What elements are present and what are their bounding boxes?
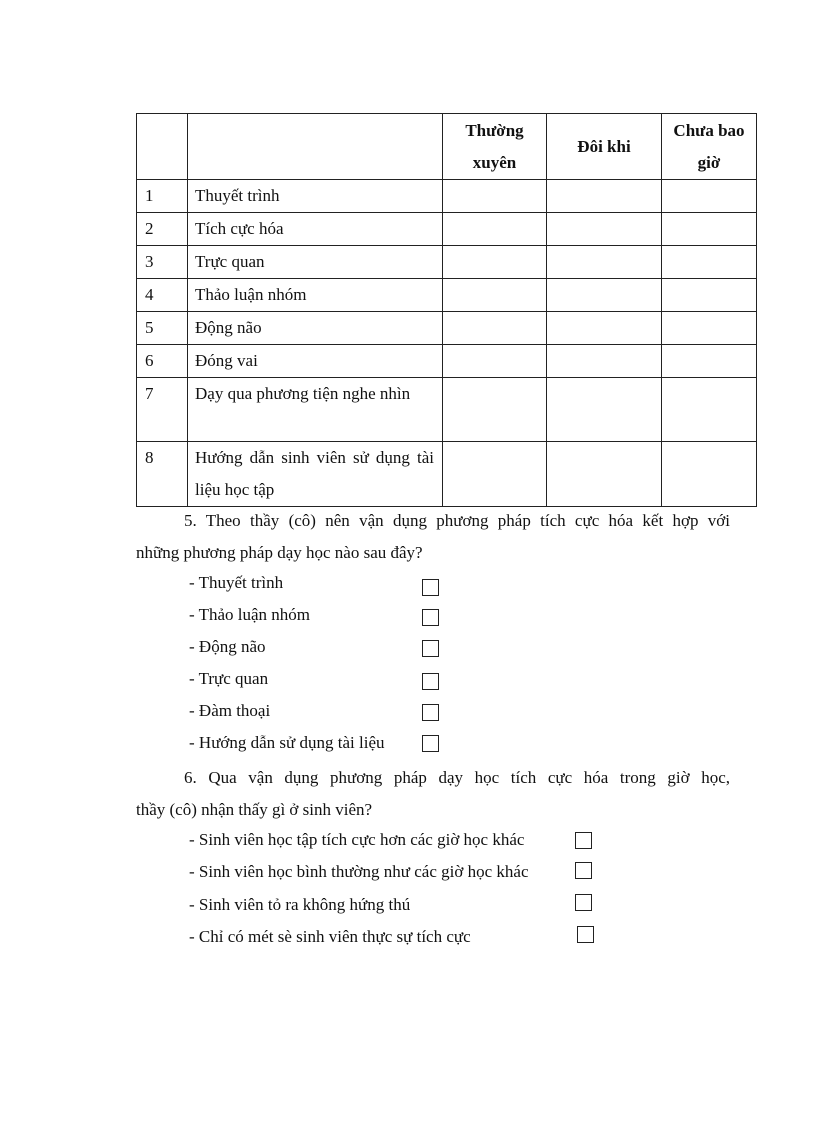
q5-option-checkbox[interactable]: [422, 609, 439, 626]
header-number: [137, 114, 188, 180]
q6-option-checkbox[interactable]: [575, 862, 592, 879]
row-method: Dạy qua phương tiện nghe nhìn: [188, 378, 443, 442]
cell-regularly: [443, 180, 547, 213]
q5-option-checkbox[interactable]: [422, 735, 439, 752]
cell-never: [662, 312, 757, 345]
cell-regularly: [443, 279, 547, 312]
cell-regularly: [443, 213, 547, 246]
header-never: Chưa bao giờ: [662, 114, 757, 180]
q6-option-label: - Sinh viên học bình thường như các giờ học khác: [189, 862, 529, 881]
table-header-row: [137, 114, 757, 180]
q5-option-label: - Đàm thoại: [189, 701, 271, 720]
table-row: [137, 345, 757, 378]
cell-regularly: [443, 442, 547, 507]
cell-regularly: [443, 246, 547, 279]
header-regularly: Thường xuyên: [443, 114, 547, 180]
row-number: 4: [137, 279, 188, 312]
cell-regularly: [443, 312, 547, 345]
q5-option-checkbox[interactable]: [422, 704, 439, 721]
header-sometimes: Đôi khi: [547, 114, 662, 180]
row-number: 8: [137, 442, 188, 507]
q6-option-label: - Sinh viên học tập tích cực hơn các giờ học khác: [189, 830, 525, 849]
cell-sometimes: [547, 246, 662, 279]
question-6-line-1: 6. Qua vận dụng phương pháp dạy học tích cực hóa trong giờ học,: [184, 768, 730, 787]
row-number: 2: [137, 213, 188, 246]
cell-sometimes: [547, 442, 662, 507]
cell-sometimes: [547, 345, 662, 378]
table-row: [137, 378, 757, 442]
cell-never: [662, 213, 757, 246]
question-6-line-2: thầy (cô) nhận thấy gì ở sinh viên?: [136, 800, 373, 819]
q6-option-checkbox[interactable]: [575, 894, 592, 911]
cell-sometimes: [547, 378, 662, 442]
cell-never: [662, 180, 757, 213]
row-method: Hướng dẫn sinh viên sử dụng tài liệu học tập: [188, 442, 443, 507]
table-row: [137, 442, 757, 507]
row-method: Tích cực hóa: [188, 213, 443, 246]
row-number: 1: [137, 180, 188, 213]
question-5-line-2: những phương pháp dạy học nào sau đây?: [136, 543, 423, 562]
q5-option-checkbox[interactable]: [422, 640, 439, 657]
cell-never: [662, 246, 757, 279]
cell-never: [662, 442, 757, 507]
q6-option-label: - Sinh viên tỏ ra không hứng thú: [189, 895, 411, 914]
question-5-line-1: 5. Theo thầy (cô) nên vận dụng phương pháp tích cực hóa kết hợp với: [184, 511, 730, 530]
table-row: [137, 213, 757, 246]
q5-option-label: - Thuyết trình: [189, 573, 284, 592]
row-method: Thuyết trình: [188, 180, 443, 213]
q5-option-label: - Hướng dẫn sử dụng tài liệu: [189, 733, 385, 752]
q6-option-label: - Chỉ có mét sè sinh viên thực sự tích cực: [189, 927, 471, 946]
row-method: Động não: [188, 312, 443, 345]
row-number: 3: [137, 246, 188, 279]
row-number: 6: [137, 345, 188, 378]
table-row: [137, 180, 757, 213]
table-row: [137, 312, 757, 345]
survey-table: [136, 113, 757, 507]
row-number: 7: [137, 378, 188, 442]
row-number: 5: [137, 312, 188, 345]
cell-never: [662, 279, 757, 312]
question-6: [136, 762, 730, 826]
cell-sometimes: [547, 180, 662, 213]
table-row: [137, 246, 757, 279]
q6-option-checkbox[interactable]: [575, 832, 592, 849]
q5-option-label: - Trực quan: [189, 669, 269, 688]
cell-never: [662, 345, 757, 378]
row-method: Đóng vai: [188, 345, 443, 378]
q5-option-label: - Động não: [189, 637, 266, 656]
cell-sometimes: [547, 279, 662, 312]
cell-sometimes: [547, 312, 662, 345]
q6-option-checkbox[interactable]: [577, 926, 594, 943]
row-method: Thảo luận nhóm: [188, 279, 443, 312]
cell-never: [662, 378, 757, 442]
question-5: [136, 505, 730, 569]
q5-option-checkbox[interactable]: [422, 673, 439, 690]
row-method: Trực quan: [188, 246, 443, 279]
cell-sometimes: [547, 213, 662, 246]
cell-regularly: [443, 345, 547, 378]
header-method: [188, 114, 443, 180]
table-row: [137, 279, 757, 312]
q5-option-checkbox[interactable]: [422, 579, 439, 596]
q5-option-label: - Thảo luận nhóm: [189, 605, 311, 624]
cell-regularly: [443, 378, 547, 442]
